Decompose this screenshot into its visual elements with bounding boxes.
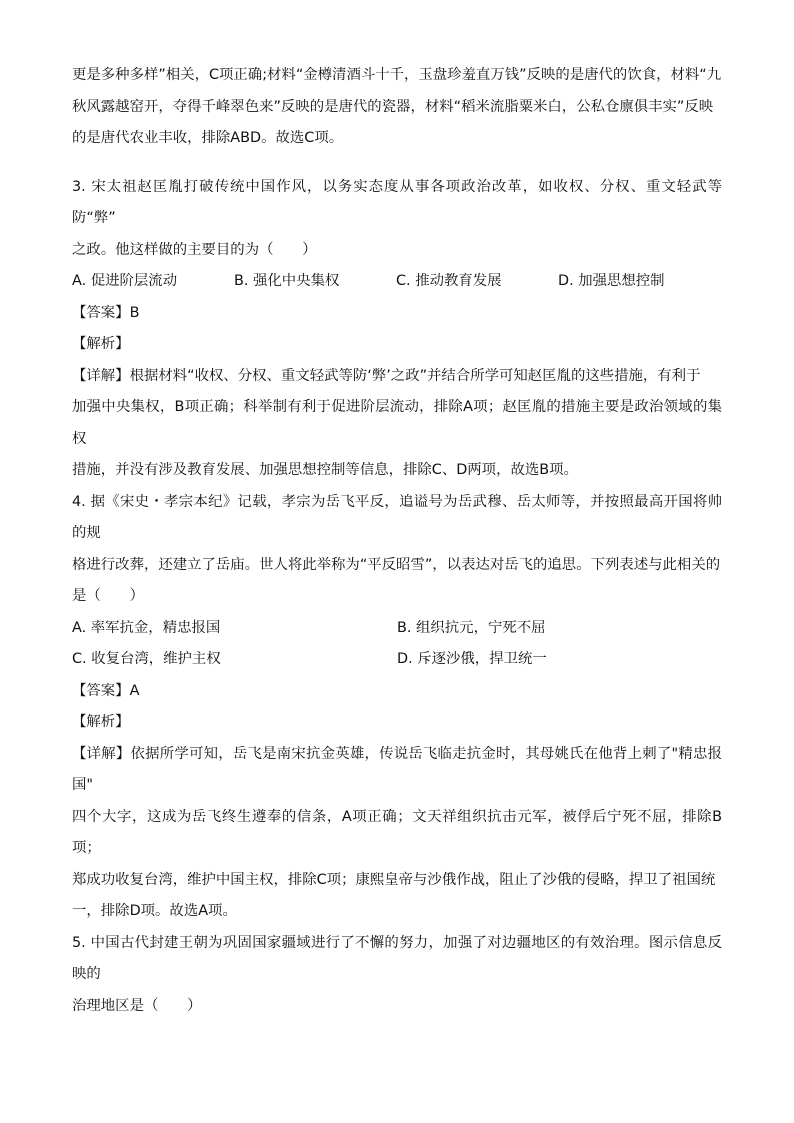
- question-3: [72, 172, 722, 487]
- question-stem-line: 治理地区是（ ）: [72, 997, 202, 1014]
- detail-line: 一，排除D项。故选A项。: [72, 903, 237, 919]
- option-b: B. 强化中央集权: [234, 273, 340, 289]
- question-stem-line: 5. 中国古代封建王朝为巩固国家疆域进行了不懈的努力，加强了对边疆地区的有效治理。图示信息反映的: [72, 934, 722, 982]
- answer-options-row-1: [72, 613, 722, 645]
- detail-line: 【详解】依据所学可知，岳飞是南宋抗金英雄，传说岳飞临走抗金时，其母姚氏在他背上刺了"精忠报国": [72, 745, 722, 793]
- document-page: [72, 60, 722, 1022]
- text-line: 的是唐代农业丰收，排除ABD。故选C项。: [72, 130, 344, 146]
- question-2-analysis-tail: [72, 60, 722, 155]
- answer-line: 【答案】A: [72, 682, 140, 699]
- option-d: D. 斥逐沙俄，捍卫统一: [397, 651, 547, 667]
- detail-line: 【详解】根据材料“收权、分权、重文轻武等防‘弊’之政”并结合所学可知赵匡胤的这些措施，有利于: [72, 367, 701, 384]
- question-4: [72, 487, 722, 928]
- question-stem-line: 格进行改葬，还建立了岳庙。世人将此举称为“平反昭雪”，以表达对岳飞的追思。下列表述与此相关的: [72, 556, 721, 573]
- question-5: [72, 928, 722, 1023]
- option-c: C. 收复台湾，维护主权: [72, 651, 221, 667]
- answer-options: [72, 266, 722, 298]
- answer-options-row-2: [72, 644, 722, 676]
- text-line: 更是多种多样”相关，C项正确;材料“金樽清酒斗十千，玉盘珍羞直万钱”反映的是唐代的饮食，材料“九: [72, 67, 722, 83]
- option-d: D. 加强思想控制: [558, 273, 665, 289]
- question-stem-line: 3. 宋太祖赵匡胤打破传统中国作风，以务实态度从事各项政治改革，如收权、分权、重文轻武等防“弊”: [72, 178, 722, 226]
- analysis-label: 【解析】: [72, 714, 130, 730]
- text-line: 秋风露越窑开，夺得千峰翠色来”反映的是唐代的瓷器，材料“稻米流脂粟米白，公私仓廪俱丰实”反映: [72, 98, 714, 115]
- question-stem-line: 是（ ）: [72, 588, 144, 604]
- detail-line: 四个大字，这成为岳飞终生遵奉的信条，A项正确；文天祥组织抗击元军，被俘后宁死不屈，排除B项；: [72, 808, 722, 856]
- detail-line: 加强中央集权，B项正确；科举制有利于促进阶层流动，排除A项；赵匡胤的措施主要是政治领域的集权: [72, 399, 722, 447]
- detail-line: 措施，并没有涉及教育发展、加强思想控制等信息，排除C、D两项，故选B项。: [72, 462, 578, 478]
- analysis-label: 【解析】: [72, 336, 130, 352]
- option-a: A. 促进阶层流动: [72, 273, 178, 289]
- option-a: A. 率军抗金，精忠报国: [72, 619, 221, 636]
- option-b: B. 组织抗元，宁死不屈: [397, 619, 546, 636]
- detail-line: 郑成功收复台湾，维护中国主权，排除C项；康熙皇帝与沙俄作战，阻止了沙俄的侵略，捍卫了祖国统: [72, 871, 716, 888]
- question-stem-line: 4. 据《宋史・孝宗本纪》记载，孝宗为岳飞平反，追谥号为岳武穆、岳太师等，并按照最高开国将帅的规: [72, 493, 722, 541]
- question-stem-line: 之政。他这样做的主要目的为（ ）: [72, 241, 317, 258]
- option-c: C. 推动教育发展: [396, 273, 502, 289]
- answer-line: 【答案】B: [72, 304, 140, 321]
